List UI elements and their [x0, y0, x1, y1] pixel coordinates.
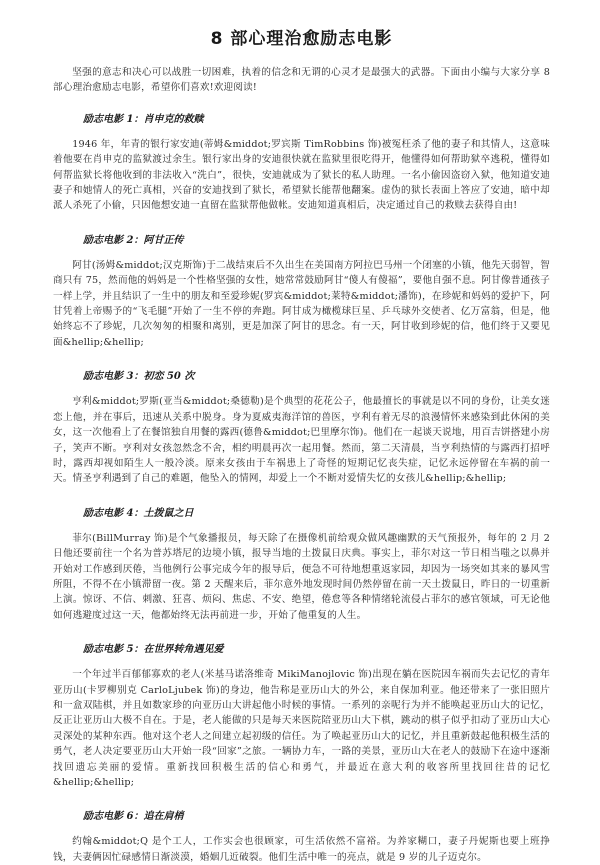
section-heading: 励志电影 3：初恋 50 次 [83, 371, 195, 383]
section-4 [53, 504, 550, 623]
intro-paragraph: 坚强的意志和决心可以战胜一切困难，执着的信念和无谓的心灵才是最强大的武器。下面由小编与大家分享 8 部心理治愈励志电影，希望你们喜欢!欢迎阅读! [53, 67, 550, 94]
section-heading: 励志电影 5：在世界转角遇见爱 [83, 644, 224, 656]
section-paragraph: 一个年过半百郁郁寡欢的老人(米基马诺洛维奇 MikiManojlovic 饰)出现在躺在医院因车祸而失去记忆的青年亚历山(卡罗柳别克 CarloLjubek 饰)的身边，他告称是亚历山大的外公，来自保加利亚。他还带来了一张旧照片和一盒双陆棋，并且如数家珍的向亚历山大讲起他小时候的事情。一系列的亲呢行为并不能唤起亚历山大的记忆，反正让亚历山大极不自在。于是，老人能做的只是每天来医院陪亚历山大下棋，跳动的棋子似乎扣动了亚历山大心灵深处的某种东西。他对这个老人之间建立起初级的信任。为了唤起亚历山大的记忆，并且重新鼓起他积极生活的勇气，老人决定要亚历山大开始一段“回家”之旅。一辆协力车，一路的美景，亚历山大在老人的鼓励下在途中逐渐找回遗忘美丽的爱情。重新找回积极生活的信心和勇气，并最近在意大利的收容所里找回往昔的记忆&hellip;&hellip; [53, 669, 550, 788]
section-2 [53, 231, 550, 350]
section-heading: 励志电影 1：肖申克的救赎 [83, 113, 204, 125]
document-title: 8 部心理治愈励志电影 [210, 29, 393, 49]
section-6 [53, 807, 550, 865]
section-heading: 励志电影 6：追在肩梢 [83, 811, 184, 823]
section-paragraph: 约翰&middot;Q 是个工人，工作实会也很顾家，可生活依然不富裕。为养家糊口，妻子丹妮斯也要上班挣钱，夫妻俩因忙碌感情日渐淡漠，婚姻几近破裂。他们生活中唯一的亮点，就是 9 岁的儿子迈克尔。 [53, 836, 550, 863]
section-paragraph: 1946 年，年青的银行家安迪(蒂姆&middot;罗宾斯 TimRobbins 饰)被冤枉杀了他的妻子和其情人，这意味着他要在肖申克的监狱渡过余生。银行家出身的安迪很快就在监狱里很吃得开，他懂得如何帮助狱卒逃税，懂得如何帮监狱长将他收到的非法收入“洗白”，很快，安迪就成为了狱长的私人助理。一名小偷因盗窃入狱，他知道安迪妻子和她情人的死亡真相，兴奋的安迪找到了狱长，希望狱长能帮他翻案。虚伪的狱长表面上答应了安迪，暗中却派人杀死了小偷，只因他想安迪一直留在监狱帮他做帐。安迪知道真相后，决定通过自己的救赎去获得自由! [53, 138, 550, 212]
section-1 [53, 110, 550, 214]
section-paragraph: 亨利&middot;罗斯(亚当&middot;桑德勒)是个典型的花花公子，他最擅长的事就是以不同的身份，让美女迷恋上他，并在事后，迅速从关系中脱身。身为夏威夷海洋馆的兽医，亨利有着无尽的浪漫情怀来感染到此休闲的美女，这一次他看上了在餐馆独自用餐的露西(德鲁&middot;巴里摩尔饰)。他们在一起谈天说地，用百吉饼搭建小房子，笑声不断。亨利对女孩忽然念不舍，相约明晨再次一起用餐。然而，第二天清晨，当亨利热情的与露西打招呼时，露西却视如陌生人一般冷淡。原来女孩由于车祸患上了奇怪的短期记忆丧失症，记忆永远停留在车祸的前一天。情圣亨利遇到了自己的难题，他坠入的情网，却爱上一个不断对爱情失忆的女孩儿&hellip;&hellip; [53, 396, 550, 485]
section-5 [53, 640, 550, 790]
section-paragraph: 菲尔(BillMurray 饰)是个气象播报员，每天除了在摄像机前给观众做风趣幽默的天气预报外，每年的 2 月 2 日他还要前往一个名为普苏塔尼的边境小镇，报导当地的土拨鼠日庆典。事实上，菲尔对这一节日相当嗤之以鼻并开始对工作感到厌倦，当他例行公事完成今年的报导后，便急不可待地想重返家园，却因为一场突如其来的暴风雪所阻，不得不在小镇滞留一夜。第 2 天醒来后，菲尔意外地发现时间仍然停留在前一天土拨鼠日，昨日的一切重新上演。惊讶、不信、刺激、狂喜、烦闷、焦虑、不安、绝望，倦怠等各种情绪轮流侵占菲尔的感官领域，可无论他如何逃避度过这一天，他都始终无法再前进一步，开始了他重复的人生。 [53, 532, 550, 621]
section-paragraph: 阿甘(汤姆&middot;汉克斯饰)于二战结束后不久出生在美国南方阿拉巴马州一个闭塞的小镇，他先天弱智，智商只有 75，然而他的妈妈是一个性格坚强的女性，她常常鼓励阿甘“傻人有傻福”，要他自强不息。阿甘像普通孩子一样上学，并且结识了一生中的朋友和至爱珍妮(罗宾&middot;莱特&middot;潘饰)，在珍妮和妈妈的爱护下，阿甘凭着上帝赐予的“飞毛腿”开始了一生不停的奔跑。阿甘成为橄榄球巨星、乒乓球外交使者、亿万富翁，但是，他始终忘不了珍妮，几次匆匆的相聚和离别，更是加深了阿甘的思念。有一天，阿甘收到珍妮的信，他们终于又要见面&hellip;&hellip; [53, 259, 550, 348]
section-heading: 励志电影 2：阿甘正传 [83, 234, 184, 246]
section-heading: 励志电影 4：土拨鼠之日 [83, 507, 194, 519]
section-3 [53, 367, 550, 486]
